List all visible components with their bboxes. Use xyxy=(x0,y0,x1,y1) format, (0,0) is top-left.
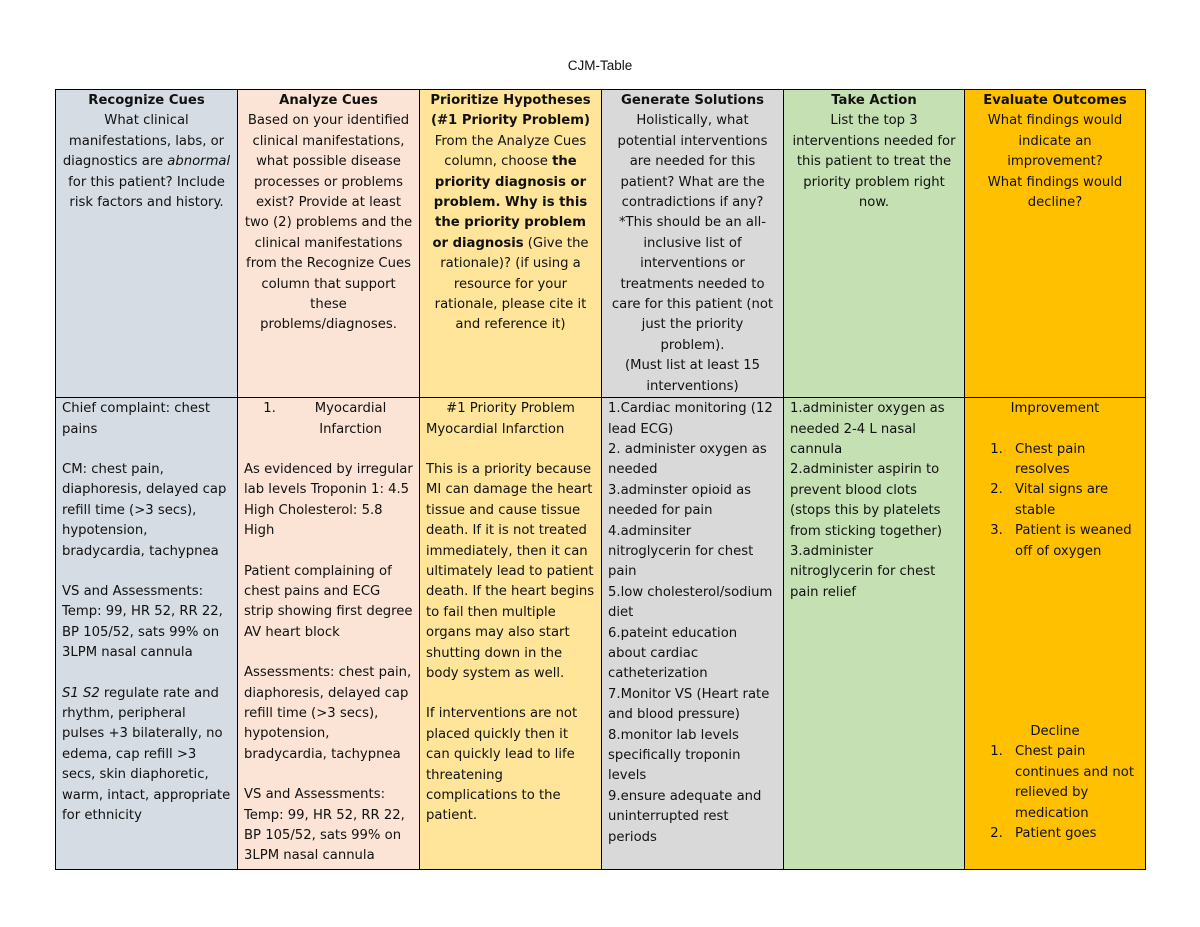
header-title: Recognize Cues xyxy=(88,93,205,108)
header-evaluate-outcomes xyxy=(965,90,1146,398)
header-take-action xyxy=(784,90,965,398)
header-text: What findings would decline? xyxy=(987,174,1127,211)
header-analyze-cues xyxy=(238,90,420,398)
list-item: 1. Myocardial Infarction xyxy=(280,399,413,440)
list-item: 2. Patient goes xyxy=(1007,824,1139,844)
improvement-list xyxy=(971,440,1139,562)
header-title: Analyze Cues xyxy=(279,93,378,108)
header-prioritize-hypotheses xyxy=(420,90,602,398)
evaluate-outcomes-cell xyxy=(965,398,1146,870)
list-item: 2. Vital signs are stable xyxy=(1007,480,1139,521)
list-item: 4.adminsiter nitroglycerin for chest pain xyxy=(608,523,758,580)
list-item: 8.monitor lab levels specifically troponin levels xyxy=(608,727,745,784)
take-action-cell xyxy=(784,398,965,870)
list-item: 2.administer aspirin to prevent blood clots (stops this by platelets from sticking together) xyxy=(790,462,945,539)
decline-list xyxy=(971,742,1139,844)
patient-complaint: Patient complaining of chest pains and ECG strip showing first degree AV heart block xyxy=(244,563,417,640)
priority-rationale: This is a priority because MI can damage the heart tissue and cause tissue death. If it is not treated immediately, then it can ultimately lead to patient death. If the heart begins to fail then multiple organs may also start shutting down in the body system as well. xyxy=(426,461,599,681)
list-item: 2. administer oxygen as needed xyxy=(608,441,771,478)
header-text: What findings would indicate an improvement? xyxy=(987,113,1127,170)
header-row xyxy=(56,90,1146,398)
improvement-label: Improvement xyxy=(1010,401,1100,417)
content-row xyxy=(56,398,1146,870)
list-item: 6.pateint education about cardiac catheterization xyxy=(608,625,742,682)
decline-label: Decline xyxy=(1030,723,1080,739)
clinical-manifestations: CM: chest pain, diaphoresis, delayed cap refill time (>3 secs), hypotension, bradycardia, tachypnea xyxy=(62,461,231,559)
lab-evidence: As evidenced by irregular lab levels Troponin 1: 4.5 High Cholesterol: 5.8 High xyxy=(244,461,418,539)
header-text: Based on your identified clinical manifestations, what possible disease processes or problems exist? Provide at least two (2) problems and the clinical manifestations from the Recognize Cues column that support these problems/diagnoses. xyxy=(244,113,413,333)
list-item: 3. Patient is weaned off of oxygen xyxy=(1007,521,1139,562)
list-item: 3.adminster opioid as needed for pain xyxy=(608,482,756,519)
cjm-table xyxy=(55,89,1146,870)
priority-heading: #1 Priority Problem xyxy=(446,401,575,417)
list-item: 1.Cardiac monitoring (12 lead ECG) xyxy=(608,401,777,437)
list-item: 9.ensure adequate and uninterrupted rest periods xyxy=(608,788,766,845)
problem-list xyxy=(244,399,413,440)
prioritize-cell xyxy=(420,398,602,870)
header-title: Evaluate Outcomes xyxy=(983,93,1127,108)
priority-consequence: If interventions are not placed quickly then it can quickly lead to life threatening complications to the patient. xyxy=(426,706,582,824)
chief-complaint: Chief complaint: chest pains xyxy=(62,401,215,437)
header-text: List the top 3 interventions needed for this patient to treat the priority problem right now. xyxy=(792,113,956,211)
header-recognize-cues xyxy=(56,90,238,398)
header-text: Holistically, what potential interventions are needed for this patient? What are the contradictions if any? *This should be an all-inclusive list of interventions or treatments needed to care for this patient (not just the priority problem). xyxy=(611,113,774,353)
assessment-findings: S1 S2 regulate rate and rhythm, peripheral pulses +3 bilaterally, no edema, cap refill >3 secs, skin diaphoretic, warm, intact, appropriate for ethnicity xyxy=(62,685,235,823)
analyze-cues-cell xyxy=(238,398,420,870)
list-item: 1. Chest pain continues and not relieved by medication xyxy=(1007,742,1139,824)
vital-signs: VS and Assessments: Temp: 99, HR 52, RR 22, BP 105/52, sats 99% on 3LPM nasal cannula xyxy=(62,583,228,661)
header-title: Take Action xyxy=(831,93,917,108)
recognize-cues-cell xyxy=(56,398,238,870)
header-title: Prioritize Hypotheses xyxy=(430,93,591,108)
header-generate-solutions xyxy=(602,90,784,398)
vital-signs: VS and Assessments: Temp: 99, HR 52, RR 22, BP 105/52, sats 99% on 3LPM nasal cannula xyxy=(244,787,410,864)
header-subtitle: (#1 Priority Problem) xyxy=(430,113,590,129)
list-item: 1.administer oxygen as needed 2-4 L nasal cannula xyxy=(790,401,949,457)
document-title: CJM-Table xyxy=(567,58,633,73)
list-item: 5.low cholesterol/sodium diet xyxy=(608,584,777,621)
list-item: 7.Monitor VS (Heart rate and blood pressure) xyxy=(608,686,774,723)
assessments: Assessments: chest pain, diaphoresis, delayed cap refill time (>3 secs), hypotension, bradycardia, tachypnea xyxy=(244,665,416,762)
list-item: 3.administer nitroglycerin for chest pain relief xyxy=(790,543,940,600)
priority-problem: Myocardial Infarction xyxy=(426,421,565,437)
generate-solutions-cell xyxy=(602,398,784,870)
header-note: (Must list at least 15 interventions) xyxy=(625,358,765,394)
list-item: 1. Chest pain resolves xyxy=(1007,440,1139,481)
header-text: From the Analyze Cues column, choose the priority diagnosis or problem. Why is this the priority problem or diagnosis (Give the rationale)? (if using a resource for your rationale, please cite it and reference it) xyxy=(432,133,589,333)
header-title: Generate Solutions xyxy=(621,93,764,108)
header-text: What clinical manifestations, labs, or diagnostics are abnormal for this patient? Include risk factors and history. xyxy=(62,113,231,211)
